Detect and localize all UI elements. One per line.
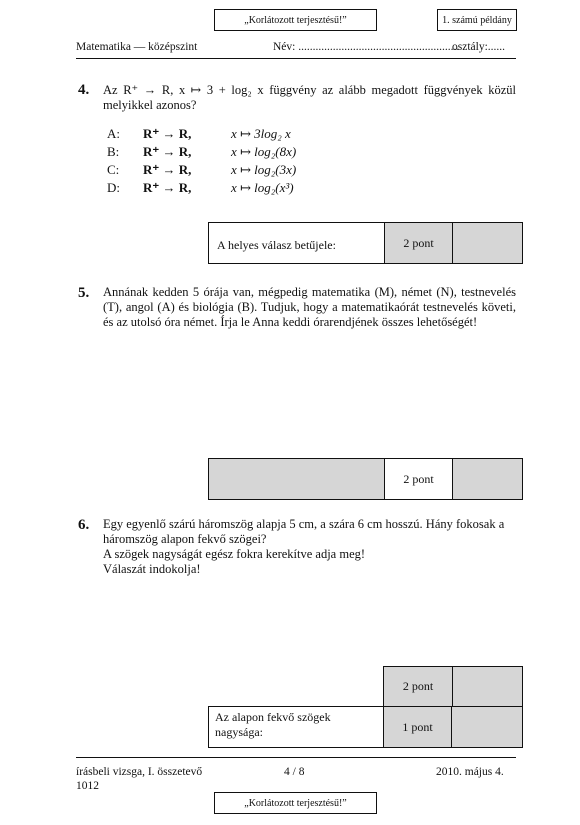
question-6-answer-cell[interactable] (209, 707, 384, 747)
question-4-text: Az R⁺ → R, x ↦ 3 + log₂ x függvény az alább megadott függvények közül melyikkel azonos? (103, 83, 516, 112)
question-6-line-1: Egy egyenlő szárú háromszög alapja 5 cm, a szára 6 cm hosszú. Hány fokosak a (103, 517, 505, 531)
copy-number-box (437, 9, 517, 31)
option-a-function: x ↦ 3log₂ x (231, 126, 291, 141)
question-6-number: 6. (78, 517, 90, 533)
question-5-number: 5. (78, 285, 90, 301)
exam-code: 1012 (76, 780, 99, 792)
question-6-line-3: A szögek nagyságát egész fokra kerekítve adja meg! (103, 547, 366, 561)
question-4-number: 4. (78, 82, 90, 98)
footer-restricted-box (214, 792, 377, 814)
question-4-answer-cell[interactable] (209, 223, 385, 263)
question-5-grader-cell (453, 459, 522, 499)
question-5-points: 2 pont (403, 471, 434, 486)
restricted-distribution-label: „Korlátozott terjesztésű!” (244, 14, 347, 26)
question-6-grader-cell-2 (452, 707, 522, 747)
exam-date: 2010. május 4. (436, 766, 504, 778)
question-4-answer-label: A helyes válasz betűjele: (217, 238, 336, 252)
page-number: 4 / 8 (284, 766, 305, 778)
question-6-answer-label: Az alapon fekvő szögek nagysága: (215, 710, 331, 739)
option-d-function: x ↦ log₂(x³) (231, 180, 294, 195)
option-a-domain: R⁺ → R, (143, 126, 192, 141)
restricted-distribution-box (214, 9, 377, 31)
option-a-label: A: (107, 126, 120, 141)
question-6-points-2-cell (384, 707, 452, 747)
question-4-score-box (208, 222, 523, 264)
question-6-points-1: 2 pont (402, 679, 434, 693)
question-4-grader-cell (453, 223, 522, 263)
name-field: Név: ........................................................ (273, 41, 460, 53)
footer-restricted-label: „Korlátozott terjesztésű!” (244, 797, 347, 809)
question-6-text (103, 517, 516, 577)
option-c-function: x ↦ log₂(3x) (231, 162, 297, 177)
exam-name: írásbeli vizsga, I. összetevő (76, 766, 203, 778)
option-c (107, 161, 296, 179)
header-rule (76, 58, 516, 59)
option-c-domain: R⁺ → R, (143, 162, 192, 177)
option-b (107, 143, 296, 161)
option-b-function: x ↦ log₂(8x) (231, 144, 297, 159)
question-4-points: 2 pont (403, 235, 434, 250)
question-4-points-cell (385, 223, 453, 263)
option-d-label: D: (107, 180, 120, 195)
question-6-line-2: háromszög alapon fekvő szögei? (103, 532, 267, 546)
question-5-answer-cell (209, 459, 385, 499)
question-5-points-cell (385, 459, 453, 499)
option-b-domain: R⁺ → R, (143, 144, 192, 159)
footer-rule (76, 757, 516, 758)
question-6-row1-left-blank (383, 666, 523, 707)
question-6-points-1-cell (384, 667, 453, 706)
question-5-score-box (208, 458, 523, 500)
question-6-answer-row (208, 706, 523, 748)
class-field: osztály:...... (452, 41, 506, 53)
copy-number-label: 1. számú példány (442, 14, 512, 26)
option-a (107, 125, 296, 143)
option-d (107, 179, 296, 197)
question-6-line-4: Válaszát indokolja! (103, 562, 201, 576)
option-d-domain: R⁺ → R, (143, 180, 192, 195)
question-6-points-2: 1 pont (402, 719, 433, 734)
option-b-label: B: (107, 144, 120, 159)
subject-label: Matematika — középszint (76, 41, 198, 53)
question-6-grader-cell-1 (453, 667, 522, 706)
question-4-options (107, 125, 296, 197)
option-c-label: C: (107, 162, 120, 177)
question-5-text: Annának kedden 5 órája van, mégpedig matematika (M), német (N), testnevelés (T), angol (A) és biológia (B). Tudjuk, hogy a matematikaórát testnevelés követi, és az utolsó óra német. Írja le Anna keddi órarendjének összes lehetőségét! (103, 285, 516, 329)
